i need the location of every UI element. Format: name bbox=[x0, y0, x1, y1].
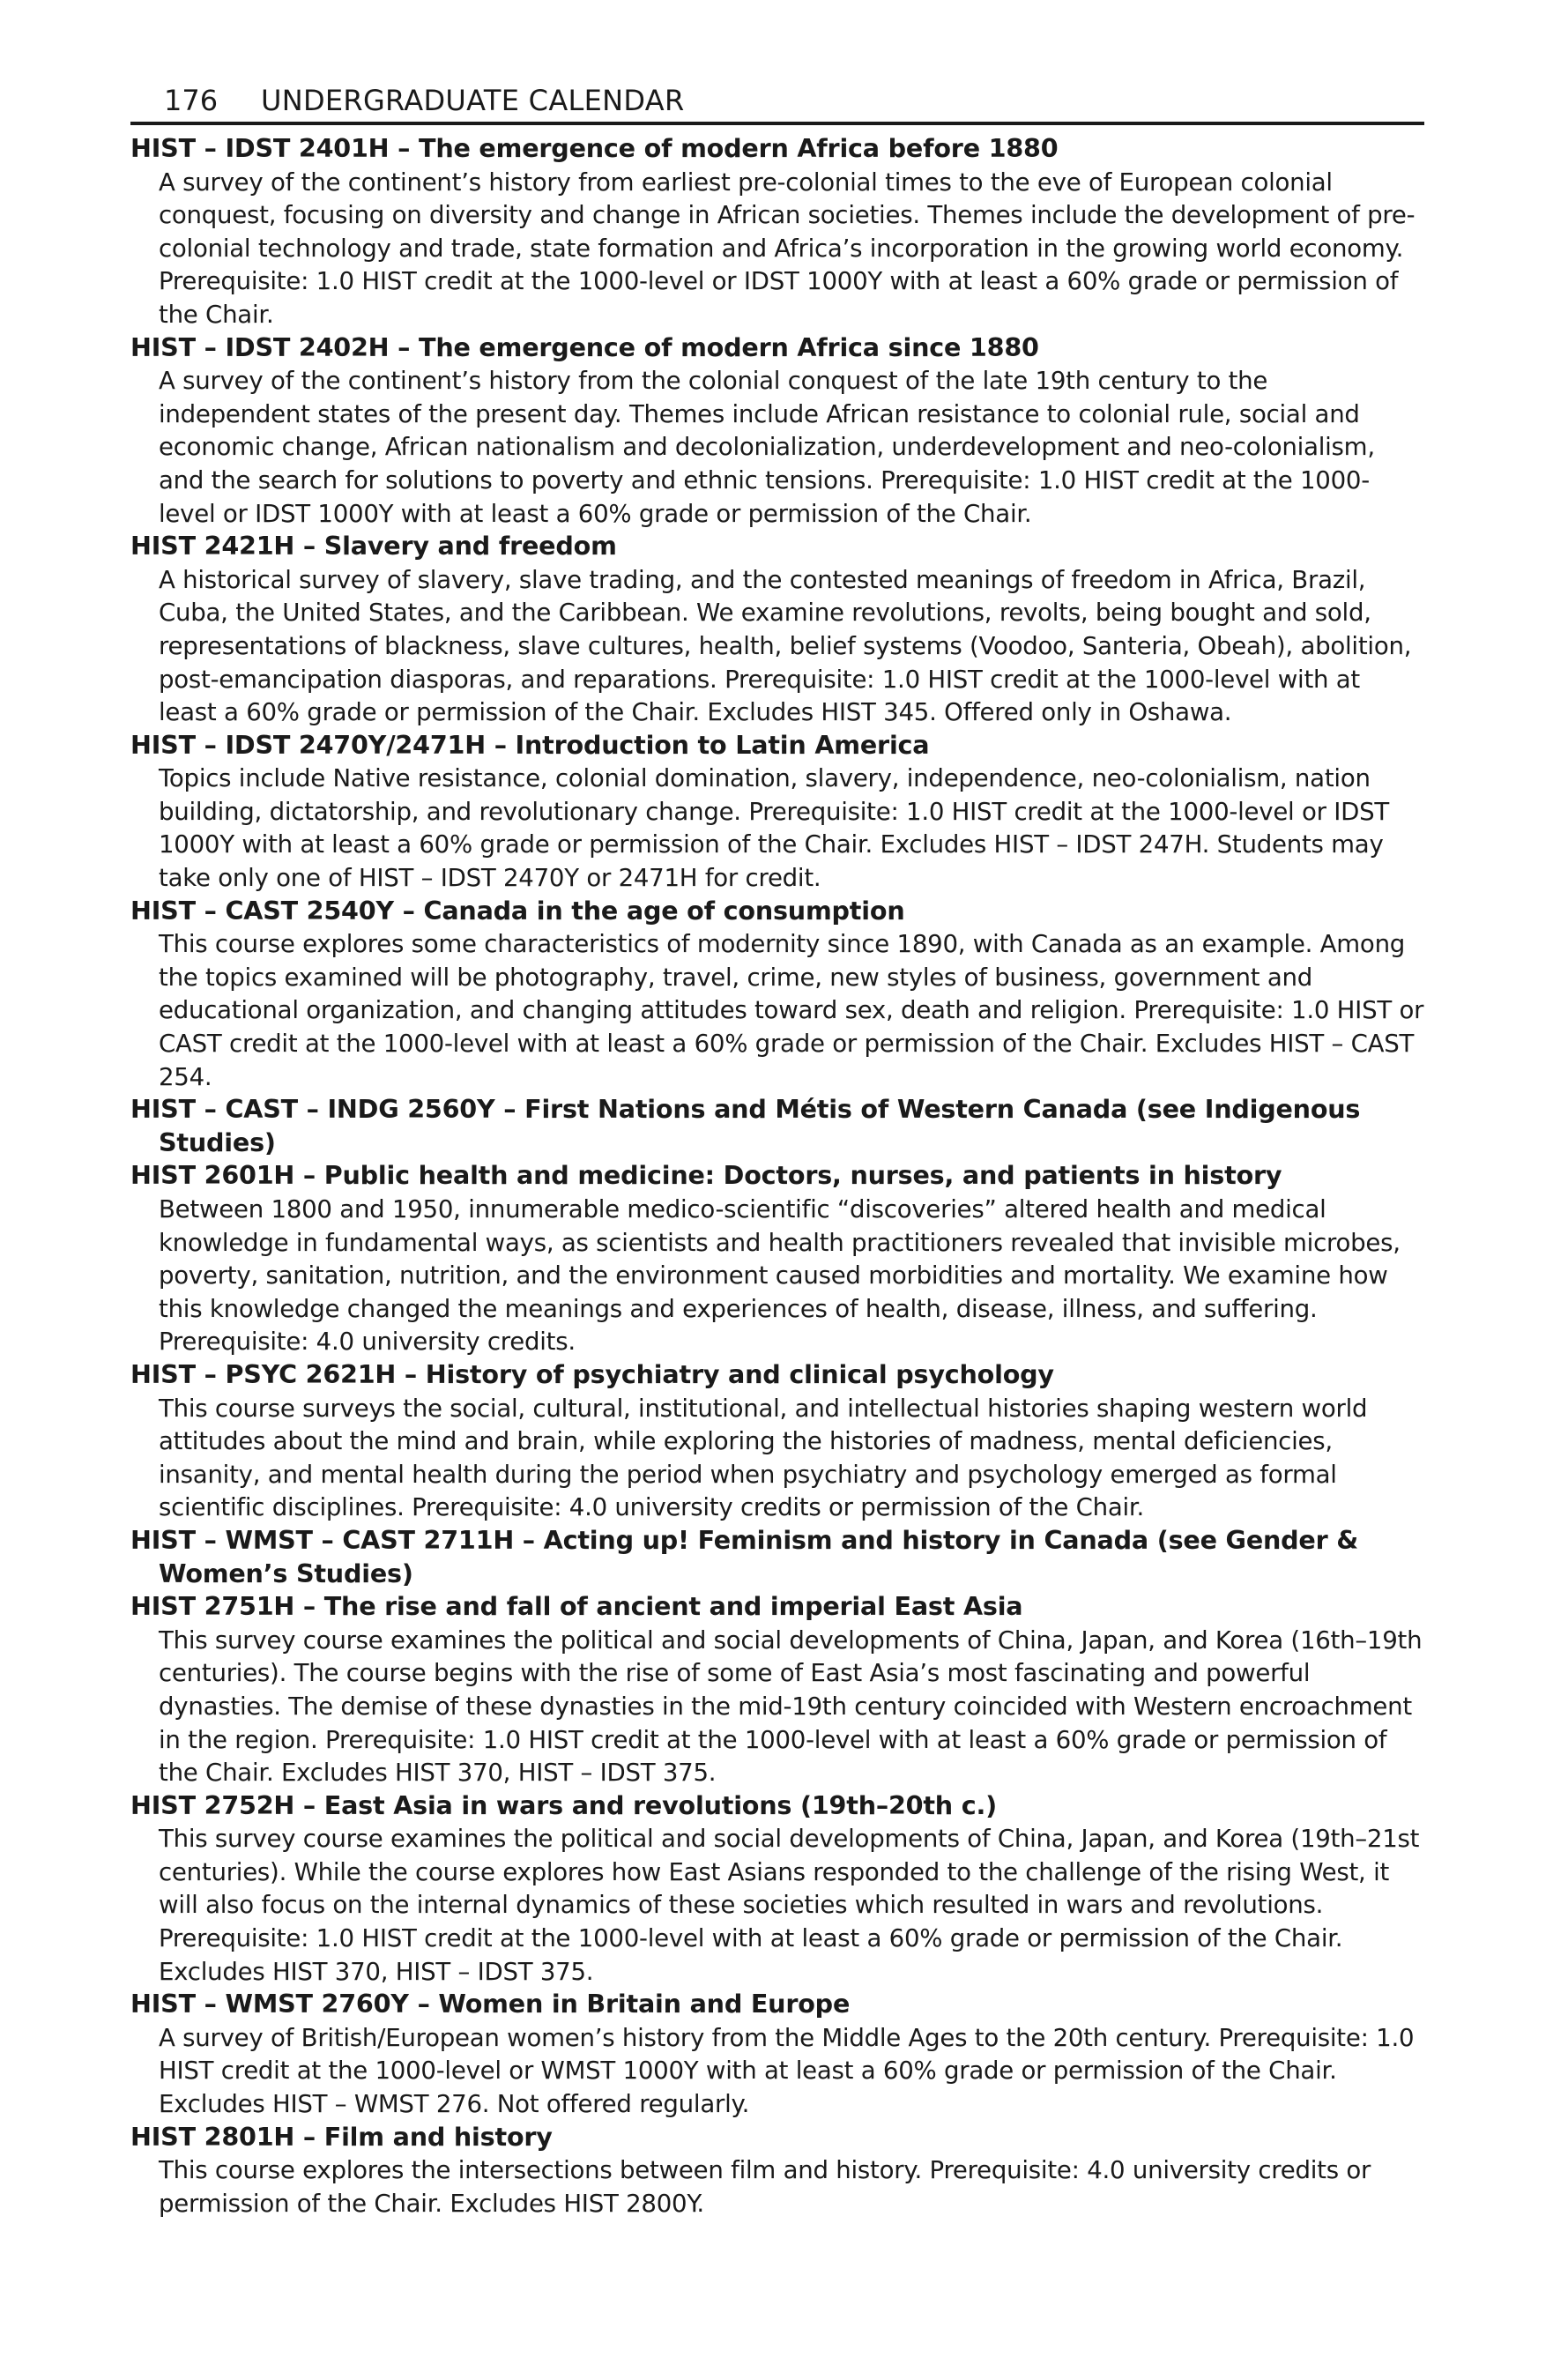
course-entry bbox=[130, 1524, 1424, 1590]
course-title: HIST 2421H – Slavery and freedom bbox=[130, 531, 617, 562]
course-description: This survey course examines the political and social developments of China, Japan, and Korea (19th–21st centuries). While the course explores how East Asians responded to the challenge of the rising West, it will also focus on the internal dynamics of these societies which resulted in wars and revolutions. Prerequisite: 1.0 HIST credit at the 1000-level with at least a 60% grade or permission of the Chair. Excludes HIST 370, HIST – IDST 375. bbox=[159, 1824, 1420, 1986]
course-description: A survey of British/European women’s history from the Middle Ages to the 20th century. Prerequisite: 1.0 HIST credit at the 1000-level or WMST 1000Y with at least a 60% grade or permission of the Chair. Excludes HIST – WMST 276. Not offered regularly. bbox=[159, 2022, 1415, 2119]
course-description: This survey course examines the political and social developments of China, Japan, and Korea (16th–19th centuries). The course begins with the rise of some of East Asia’s most fascinating and powerful dynasties. The demise of these dynasties in the mid-19th century coincided with Western encroachment in the region. Prerequisite: 1.0 HIST credit at the 1000-level with at least a 60% grade or permission of the Chair. Excludes HIST 370, HIST – IDST 375. bbox=[159, 1625, 1423, 1788]
course-title: HIST 2801H – Film and history bbox=[130, 2121, 553, 2152]
running-header bbox=[130, 79, 1424, 125]
course-description: A survey of the continent’s history from earliest pre-colonial times to the eve of European colonial conquest, focusing on diversity and change in African societies. Themes include the development of pre-colonial technology and trade, state formation and Africa’s incorporation in the growing world economy. Prerequisite: 1.0 HIST credit at the 1000-level or IDST 1000Y with at least a 60% grade or permission of the Chair. bbox=[159, 167, 1416, 329]
course-title: HIST – PSYC 2621H – History of psychiatry and clinical psychology bbox=[130, 1358, 1054, 1389]
course-entry bbox=[130, 530, 1424, 729]
course-title: HIST – CAST – INDG 2560Y – First Nations and Métis of Western Canada (see Indigenous Studies) bbox=[130, 1094, 1361, 1157]
course-entry bbox=[130, 132, 1424, 331]
course-entry bbox=[130, 895, 1424, 1094]
running-header-title: UNDERGRADUATE CALENDAR bbox=[261, 84, 685, 117]
course-entry bbox=[130, 1093, 1424, 1159]
course-title: HIST – WMST – CAST 2711H – Acting up! Feminism and history in Canada (see Gender & Women’s Studies) bbox=[130, 1524, 1359, 1588]
course-description: A historical survey of slavery, slave trading, and the contested meanings of freedom in Africa, Brazil, Cuba, the United States, and the Caribbean. We examine revolutions, revolts, being bought and sold, representations of blackness, slave cultures, health, belief systems (Voodoo, Santeria, Obeah), abolition, post-emancipation diasporas, and reparations. Prerequisite: 1.0 HIST credit at the 1000-level with at least a 60% grade or permission of the Chair. Excludes HIST 345. Offered only in Oshawa. bbox=[159, 564, 1412, 727]
course-description: Topics include Native resistance, colonial domination, slavery, independence, neo-colonialism, nation building, dictatorship, and revolutionary change. Prerequisite: 1.0 HIST credit at the 1000-level or IDST 1000Y with at least a 60% grade or permission of the Chair. Excludes HIST – IDST 247H. Students may take only one of HIST – IDST 2470Y or 2471H for credit. bbox=[159, 763, 1389, 893]
course-title: HIST 2751H – The rise and fall of ancient and imperial East Asia bbox=[130, 1591, 1023, 1622]
course-entry bbox=[130, 331, 1424, 531]
course-description: This course explores some characteristics of modernity since 1890, with Canada as an example. Among the topics examined will be photography, travel, crime, new styles of business, government and educational organization, and changing attitudes toward sex, death and religion. Prerequisite: 1.0 HIST or CAST credit at the 1000-level with at least a 60% grade or permission of the Chair. Excludes HIST – CAST 254. bbox=[159, 929, 1424, 1091]
course-entry bbox=[130, 1789, 1424, 1989]
course-entry bbox=[130, 2121, 1424, 2220]
course-description: This course explores the intersections between film and history. Prerequisite: 4.0 university credits or permission of the Chair. Excludes HIST 2800Y. bbox=[159, 2155, 1371, 2218]
course-description: A survey of the continent’s history from the colonial conquest of the late 19th century to the independent states of the present day. Themes include African resistance to colonial rule, social and economic change, African nationalism and decolonialization, underdevelopment and neo-colonialism, and the search for solutions to poverty and ethnic tensions. Prerequisite: 1.0 HIST credit at the 1000-level or IDST 1000Y with at least a 60% grade or permission of the Chair. bbox=[159, 366, 1375, 528]
course-list bbox=[130, 132, 1424, 2220]
course-description: Between 1800 and 1950, innumerable medico-scientific “discoveries” altered health and medical knowledge in fundamental ways, as scientists and health practitioners revealed that invisible microbes, poverty, sanitation, nutrition, and the environment caused morbidities and mortality. We examine how this knowledge changed the meanings and experiences of health, disease, illness, and suffering. Prerequisite: 4.0 university credits. bbox=[159, 1194, 1401, 1357]
course-title: HIST 2601H – Public health and medicine: Doctors, nurses, and patients in history bbox=[130, 1160, 1282, 1191]
page-number: 176 bbox=[164, 84, 219, 117]
course-title: HIST – IDST 2402H – The emergence of modern Africa since 1880 bbox=[130, 331, 1039, 362]
course-title: HIST – CAST 2540Y – Canada in the age of consumption bbox=[130, 895, 905, 926]
course-title: HIST – IDST 2401H – The emergence of modern Africa before 1880 bbox=[130, 133, 1059, 163]
course-title: HIST – IDST 2470Y/2471H – Introduction to Latin America bbox=[130, 729, 930, 760]
course-entry bbox=[130, 1988, 1424, 2120]
course-entry bbox=[130, 1159, 1424, 1358]
course-entry bbox=[130, 729, 1424, 895]
course-entry bbox=[130, 1358, 1424, 1524]
course-title: HIST – WMST 2760Y – Women in Britain and Europe bbox=[130, 1989, 851, 2019]
course-description: This course surveys the social, cultural, institutional, and intellectual histories shaping western world attitudes about the mind and brain, while exploring the histories of madness, mental deficiencies, insanity, and mental health during the period when psychiatry and psychology emerged as formal scientific disciplines. Prerequisite: 4.0 university credits or permission of the Chair. bbox=[159, 1393, 1368, 1522]
course-entry bbox=[130, 1590, 1424, 1789]
calendar-page bbox=[130, 79, 1424, 2220]
course-title: HIST 2752H – East Asia in wars and revolutions (19th–20th c.) bbox=[130, 1789, 997, 1820]
